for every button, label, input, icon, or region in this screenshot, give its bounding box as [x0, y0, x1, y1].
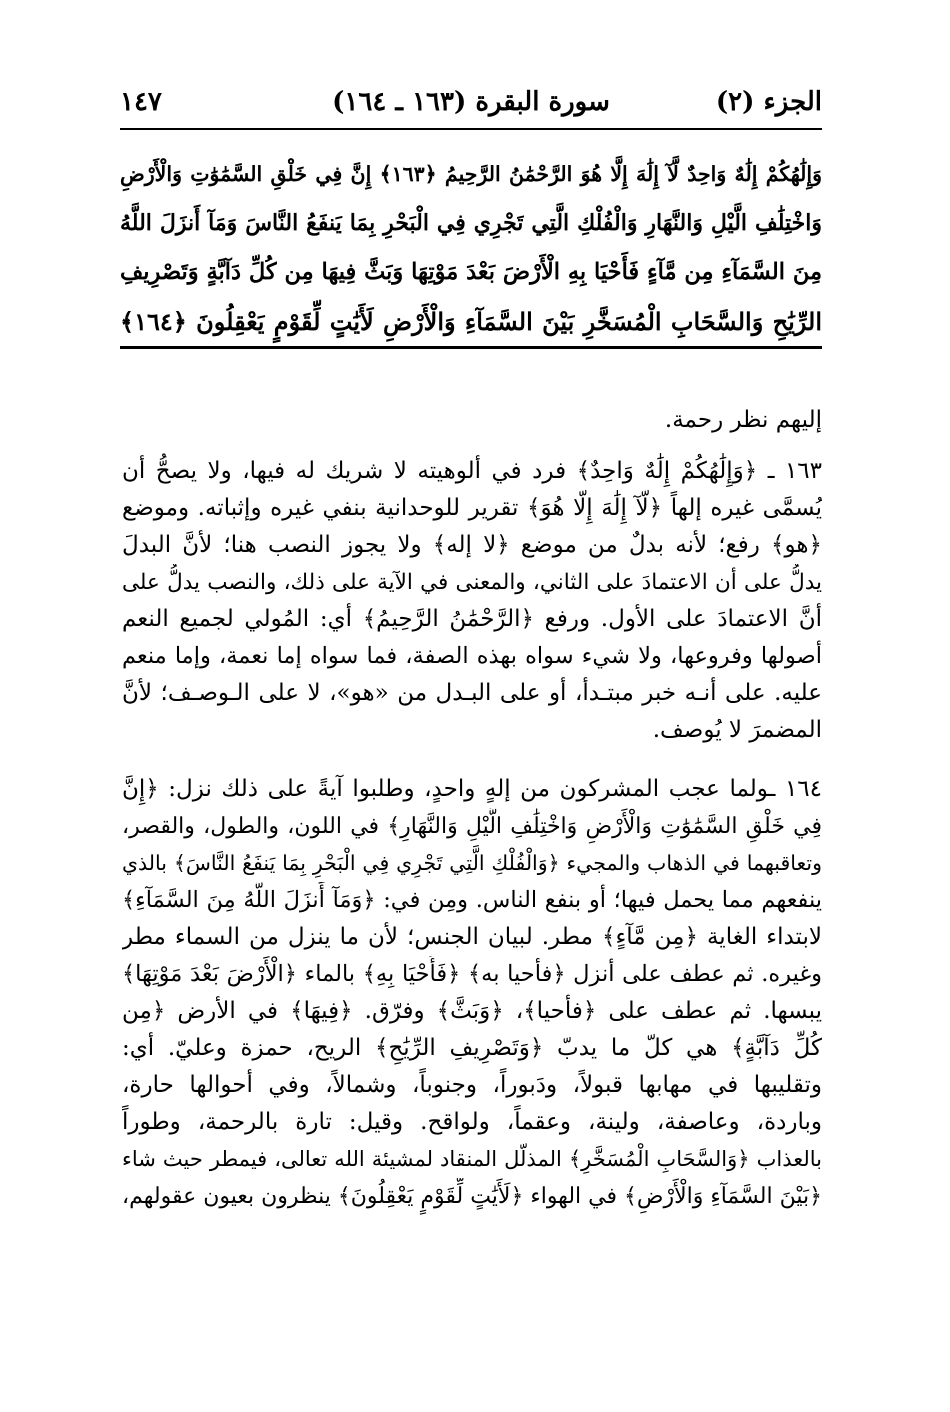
quran-line: وَإِلَٰهُكُمْ إِلَٰهٌ وَاحِدٌ لَّآ إِلَٰهَ إِلَّا هُوَ الرَّحْمَٰنُ الرَّحِيمُ ﴿١٦٣﴾ إِنَّ فِي خَلْقِ السَّمَٰوَٰتِ وَالْأَرْضِ: [120, 162, 822, 186]
commentary-line: وباردة، وعاصفة، ولينة، وعقماً، ولواقح. وقيل: تارة بالرحمة، وطوراً: [122, 1109, 822, 1135]
quran-line: مِنَ السَّمَآءِ مِن مَّآءٍ فَأَحْيَا بِهِ الْأَرْضَ بَعْدَ مَوْتِهَا وَبَثَّ فِيهَا مِن كُلِّ دَآبَّةٍ وَتَصْرِيفِ: [120, 259, 822, 285]
commentary-line: كُلِّ دَآبَّةٍ﴾ هي كلّ ما يدبّ ﴿وَتَصْرِيفِ الرِّيَٰحِ﴾ الريح، حمزة وعليّ. أي:: [122, 1035, 822, 1061]
quran-line: وَاخْتِلَٰفِ الَّيْلِ وَالنَّهَارِ وَالْفُلْكِ الَّتِي تَجْرِي فِي الْبَحْرِ بِمَا يَنفَعُ النَّاسَ وَمَآ أَنزَلَ اللَّهُ: [120, 210, 822, 236]
commentary-line: فِي خَلْقِ السَّمَٰوَٰتِ وَالْأَرْضِ وَاخْتِلَٰفِ الَّيْلِ وَالنَّهَارِ﴾ في اللون، والطول، والقصر،: [122, 814, 822, 839]
commentary-line: بالعذاب ﴿وَالسَّحَابِ الْمُسَخَّرِ﴾ المذلّل المنقاد لمشيئة الله تعالى، فيمطر حيث شاء: [122, 1147, 822, 1171]
quran-line: الرِّيَٰحِ وَالسَّحَابِ الْمُسَخَّرِ بَيْنَ السَّمَآءِ وَالْأَرْضِ لَأَيَٰتٍ لِّقَوْمٍ يَعْقِلُونَ ﴿١٦٤﴾: [120, 307, 822, 336]
quran-verses-block: [120, 150, 822, 349]
commentary-line: ﴿بَيْنَ السَّمَآءِ وَالْأَرْضِ﴾ في الهواء ﴿لَأَيَٰتٍ لِّقَوْمٍ يَعْقِلُونَ﴾ ينظرون بعيون عقولهم،: [122, 1184, 822, 1209]
commentary-line: وغيره. ثم عطف على أنزل ﴿فأحيا به﴾ ﴿فَأَحْيَا بِهِ﴾ بالماء ﴿الْأَرْضَ بَعْدَ مَوْتِهَا﴾: [122, 961, 822, 987]
commentary-line: ١٦٣ ـ ﴿وَإِلَٰهُكُمْ إِلَٰهٌ وَاحِدٌ﴾ فرد في ألوهيته لا شريك له فيها، ولا يصحُّ أن: [122, 458, 822, 484]
commentary-line: ﴿هو﴾ رفع؛ لأنه بدلٌ من موضع ﴿لا إله﴾ ولا يجوز النصب هنا؛ لأنَّ البدلَ: [122, 532, 822, 558]
commentary-line: أصولها وفروعها، ولا شيء سواه بهذه الصفة، فما سواه إما نعمة، وإما منعم: [122, 643, 822, 669]
commentary-line: وتعاقبهما في الذهاب والمجيء ﴿وَالْفُلْكِ الَّتِي تَجْرِي فِي الْبَحْرِ بِمَا يَنفَعُ النَّاسَ﴾ بالذي: [122, 851, 822, 875]
commentary-line: وتقليبها في مهابها قبولاً، ودَبوراً، وجنوباً، وشمالاً، وفي أحوالها حارة،: [122, 1072, 822, 1098]
commentary-line: يبسها. ثم عطف على ﴿فأحيا﴾، ﴿وَبَثَّ﴾ وفرّق. ﴿فِيهَا﴾ في الأرض ﴿مِن: [122, 998, 822, 1024]
commentary-line: لابتداء الغاية ﴿مِن مَّآءٍ﴾ مطر. لبيان الجنس؛ لأن ما ينزل من السماء مطر: [122, 924, 822, 950]
surah-title: سورة البقرة (١٦٣ ـ ١٦٤): [332, 87, 610, 117]
commentary-line: يُسمَّى غيره إلهاً ﴿لَّآ إِلَٰهَ إِلَّا هُوَ﴾ تقرير للوحدانية بنفي غيره وإثباته. وموضع: [122, 495, 822, 521]
commentary-line: يدلُّ على أن الاعتمادَ على الثاني، والمعنى في الآية على ذلك، والنصب يدلُّ على: [122, 570, 822, 595]
commentary-line: المضمرَ لا يُوصف.: [652, 717, 822, 743]
commentary-line: ينفعهم مما يحمل فيها؛ أو بنفع الناس. ومِن في: ﴿وَمَآ أَنزَلَ اللَّهُ مِنَ السَّمَآءِ﴾: [122, 887, 822, 913]
commentary-line: أنَّ الاعتمادَ على الأول. ورفع ﴿الرَّحْمَٰنُ الرَّحِيمُ﴾ أي: المُولي لجميع النعم: [122, 606, 822, 632]
commentary-line: عليه. على أنـه خبر مبتـدأ، أو على البـدل من «هو»، لا على الـوصـف؛ لأنَّ: [122, 680, 822, 706]
page-number: ١٤٧: [120, 87, 162, 117]
commentary-line: إليهم نظر رحمة.: [664, 407, 822, 433]
commentary-line: ١٦٤ ـولما عجب المشركون من إلهٍ واحدٍ، وطلبوا آيةً على ذلك نزل: ﴿إِنَّ: [122, 776, 822, 802]
page-header: [120, 76, 822, 130]
juz-label: الجزء (٢): [715, 87, 822, 117]
commentary-text: [122, 402, 822, 1215]
